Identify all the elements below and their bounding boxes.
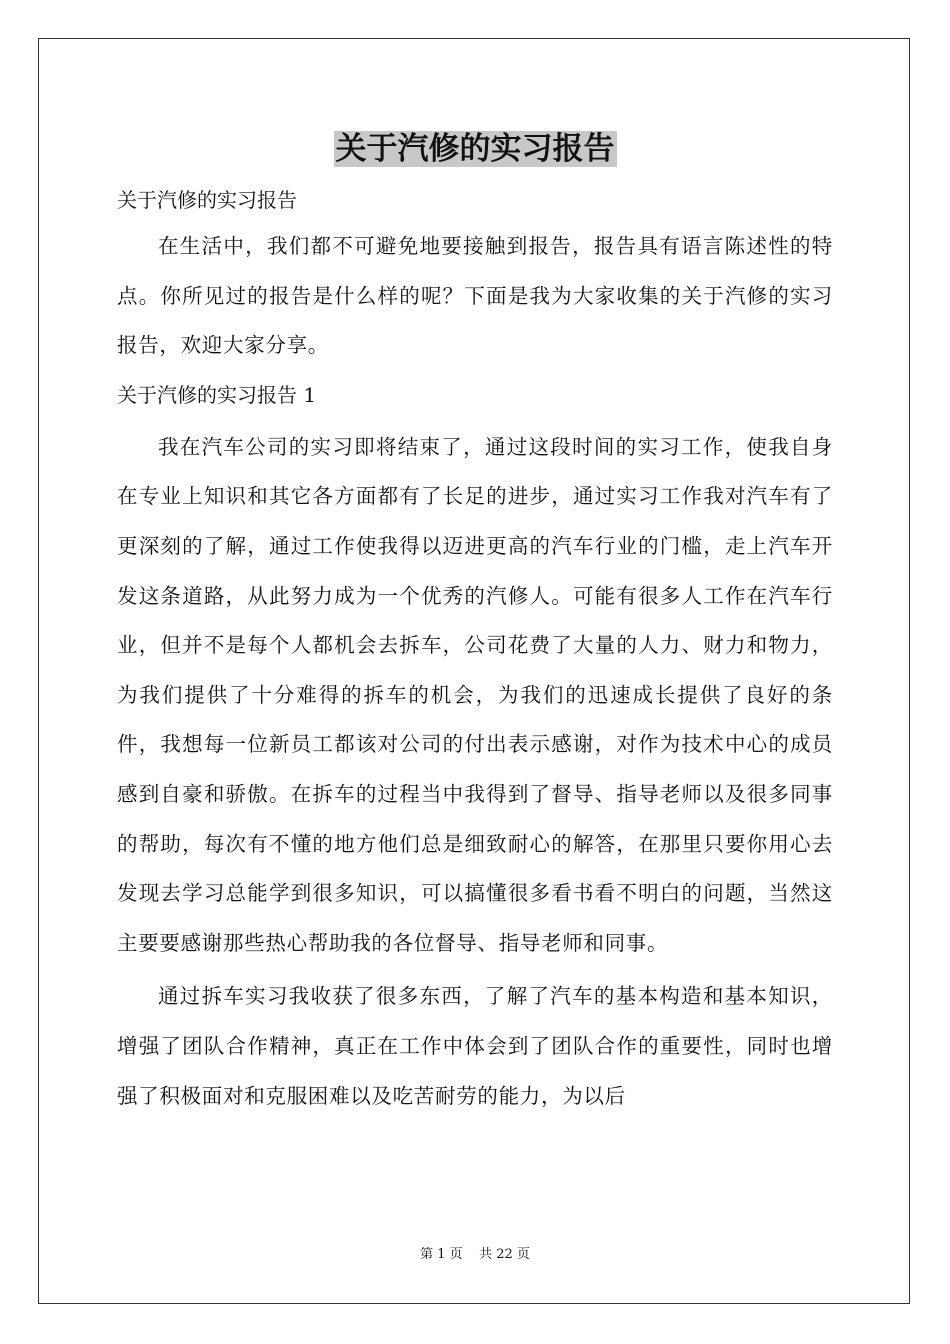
section-heading: 关于汽修的实习报告 1 [117,382,317,407]
body-paragraph-1: 我在汽车公司的实习即将结束了，通过这段时间的实习工作，使我自身在专业上知识和其它各方面都有了长足的进步，通过实习工作我对汽车有了更深刻的了解，通过工作使我得以迈进更高的汽车行业的门槛，走上汽车开发这条道路，从此努力成为一个优秀的汽修人。可能有很多人工作在汽车行业，但并不是每个人都机会去拆车，公司花费了大量的人力、财力和物力，为我们提供了十分难得的拆车的机会，为我们的迅速成长提供了良好的条件，我想每一位新员工都该对公司的付出表示感谢，对作为技术中心的成员感到自豪和骄傲。在拆车的过程当中我得到了督导、指导老师以及很多同事的帮助，每次有不懂的地方他们总是细致耐心的解答，在那里只要你用心去发现去学习总能学到很多知识，可以搞懂很多看书看不明白的问题，当然这主要要感谢那些热心帮助我的各位督导、指导老师和同事。 [117,434,833,955]
document-title-text: 关于汽修的实习报告 [335,131,615,167]
intro-paragraph: 在生活中，我们都不可避免地要接触到报告，报告具有语言陈述性的特点。你所见过的报告是什么样的呢？下面是我为大家收集的关于汽修的实习报告，欢迎大家分享。 [117,234,833,358]
page-footer: 第 1 页 共 22 页 [420,1247,530,1262]
document-title [0,128,950,170]
document-subtitle: 关于汽修的实习报告 [117,188,297,212]
body-paragraph-2: 通过拆车实习我收获了很多东西，了解了汽车的基本构造和基本知识，增强了团队合作精神，真正在工作中体会到了团队合作的重要性，同时也增强了积极面对和克服困难以及吃苦耐劳的能力，为以后 [117,984,833,1108]
document-body [117,180,833,1121]
